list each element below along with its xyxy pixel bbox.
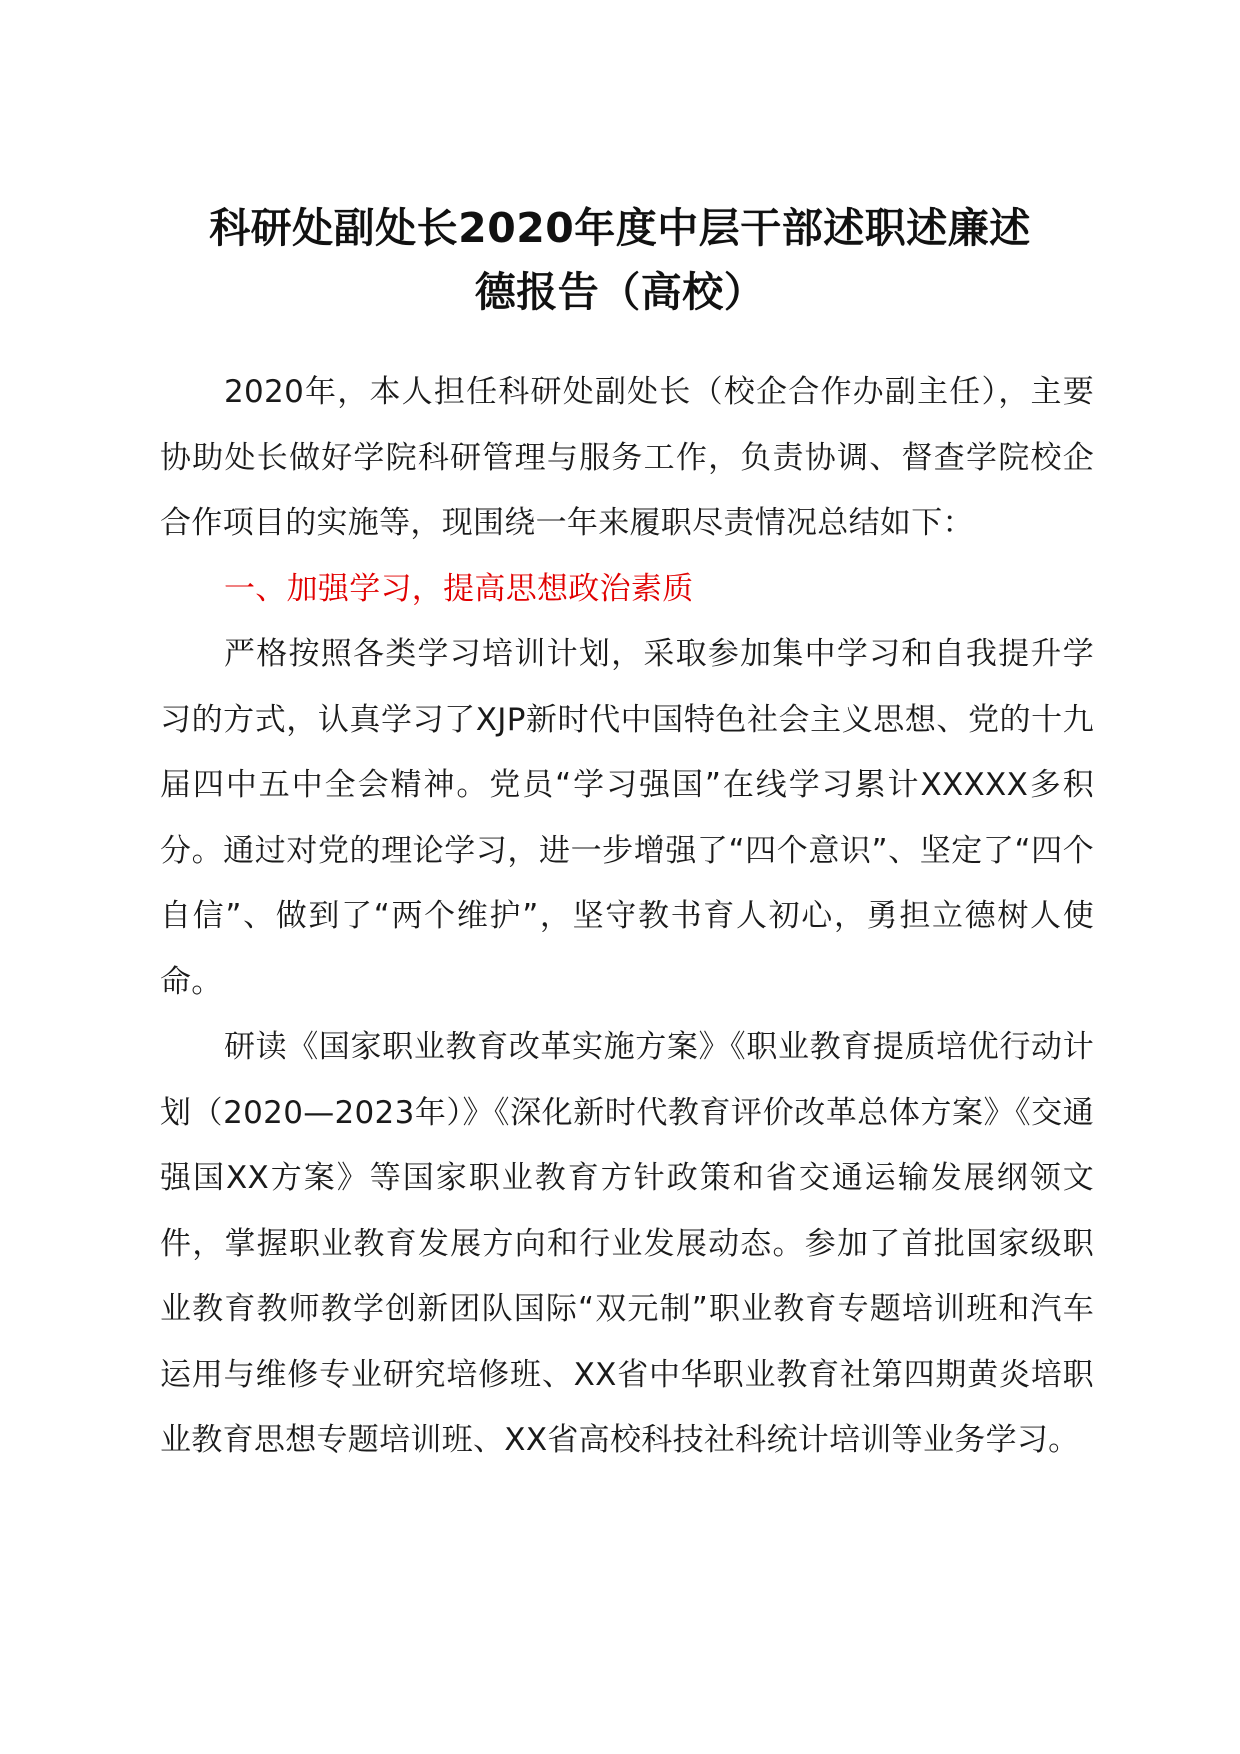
document-title-line-1: 科研处副处长2020年度中层干部述职述廉述 — [209, 204, 1031, 252]
study-paragraph: 严格按照各类学习培训计划，采取参加集中学习和自我提升学习的方式，认真学习了XJP新时代中国特色社会主义思想、党的十九届四中五中全会精神。党员“学习强国”在线学习累计XXXXX多积分。通过对党的理论学习，进一步增强了“四个意识”、坚定了“四个自信”、做到了“两个维护”，坚守教书育人初心，勇担立德树人使命。 — [160, 636, 1094, 1000]
document-title-line-2: 德报告（高校） — [474, 268, 766, 316]
policy-study-paragraph: 研读《国家职业教育改革实施方案》《职业教育提质培优行动计划（2020—2023年）》《深化新时代教育评价改革总体方案》《交通强国XX方案》等国家职业教育方针政策和省交通运输发展纲领文件，掌握职业教育发展方向和行业发展动态。参加了首批国家级职业教育教师教学创新团队国际“双元制”职业教育专题培训班和汽车运用与维修专业研究培修班、XX省中华职业教育社第四期黄炎培职业教育思想专题培训班、XX省高校科技社科统计培训等业务学习。 — [160, 1029, 1094, 1458]
section-heading-1: 一、加强学习，提高思想政治素质 — [224, 570, 694, 607]
document-body — [160, 360, 1094, 1474]
intro-paragraph: 2020年，本人担任科研处副处长（校企合作办副主任），主要协助处长做好学院科研管理与服务工作，负责协调、督查学院校企合作项目的实施等，现围绕一年来履职尽责情况总结如下： — [160, 374, 1094, 541]
document-title — [150, 196, 1090, 324]
